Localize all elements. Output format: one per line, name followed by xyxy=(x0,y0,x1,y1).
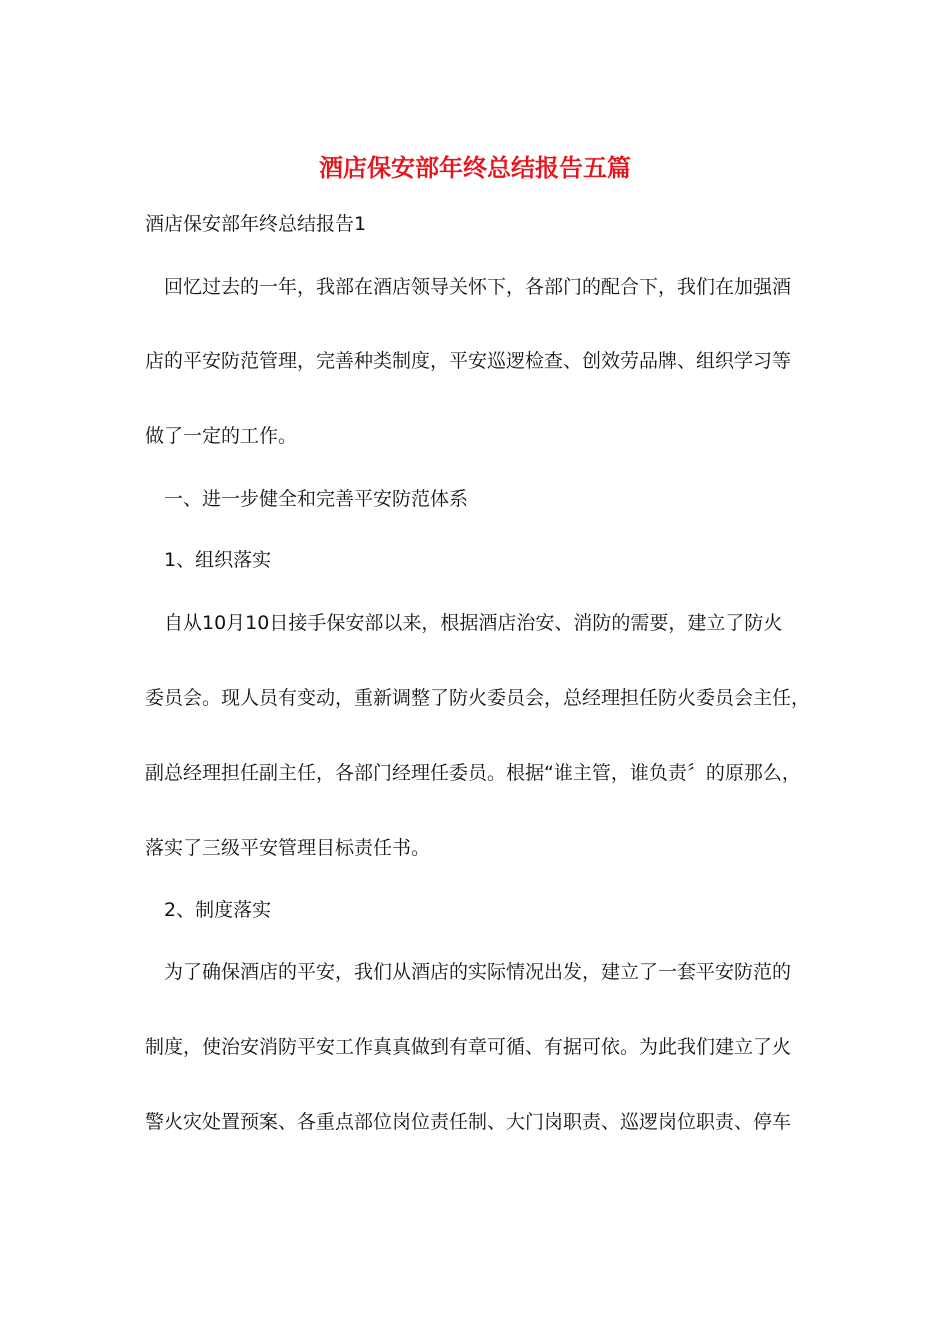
subsection-heading: 2、制度落实 xyxy=(164,899,272,921)
section-heading: 一、进一步健全和完善平安防范体系 xyxy=(164,488,469,510)
subsection-heading: 1、组织落实 xyxy=(164,549,272,571)
paragraph-line: 委员会。现人员有变动，重新调整了防火委员会，总经理担任防火委员会主任， xyxy=(145,687,811,709)
paragraph-line: 自从10月10日接手保安部以来，根据酒店治安、消防的需要，建立了防火 xyxy=(164,612,783,634)
paragraph-line: 为了确保酒店的平安，我们从酒店的实际情况出发，建立了一套平安防范的 xyxy=(164,961,792,983)
document-title: 酒店保安部年终总结报告五篇 xyxy=(319,153,631,182)
paragraph-line: 落实了三级平安管理目标责任书。 xyxy=(145,837,431,859)
paragraph-line: 副总经理担任副主任，各部门经理任委员。根据“谁主管，谁负责〞的原那么， xyxy=(145,762,801,784)
paragraph-line: 店的平安防范管理，完善种类制度，平安巡逻检查、创效劳品牌、组织学习等 xyxy=(145,350,792,372)
paragraph-line: 制度，使治安消防平安工作真真做到有章可循、有据可依。为此我们建立了火 xyxy=(145,1036,792,1058)
paragraph-line: 回忆过去的一年，我部在酒店领导关怀下，各部门的配合下，我们在加强酒 xyxy=(164,276,792,298)
paragraph-line: 警火灾处置预案、各重点部位岗位责任制、大门岗职责、巡逻岗位职责、停车 xyxy=(145,1111,792,1133)
report-subtitle: 酒店保安部年终总结报告1 xyxy=(145,213,367,235)
paragraph-line: 做了一定的工作。 xyxy=(145,425,298,447)
